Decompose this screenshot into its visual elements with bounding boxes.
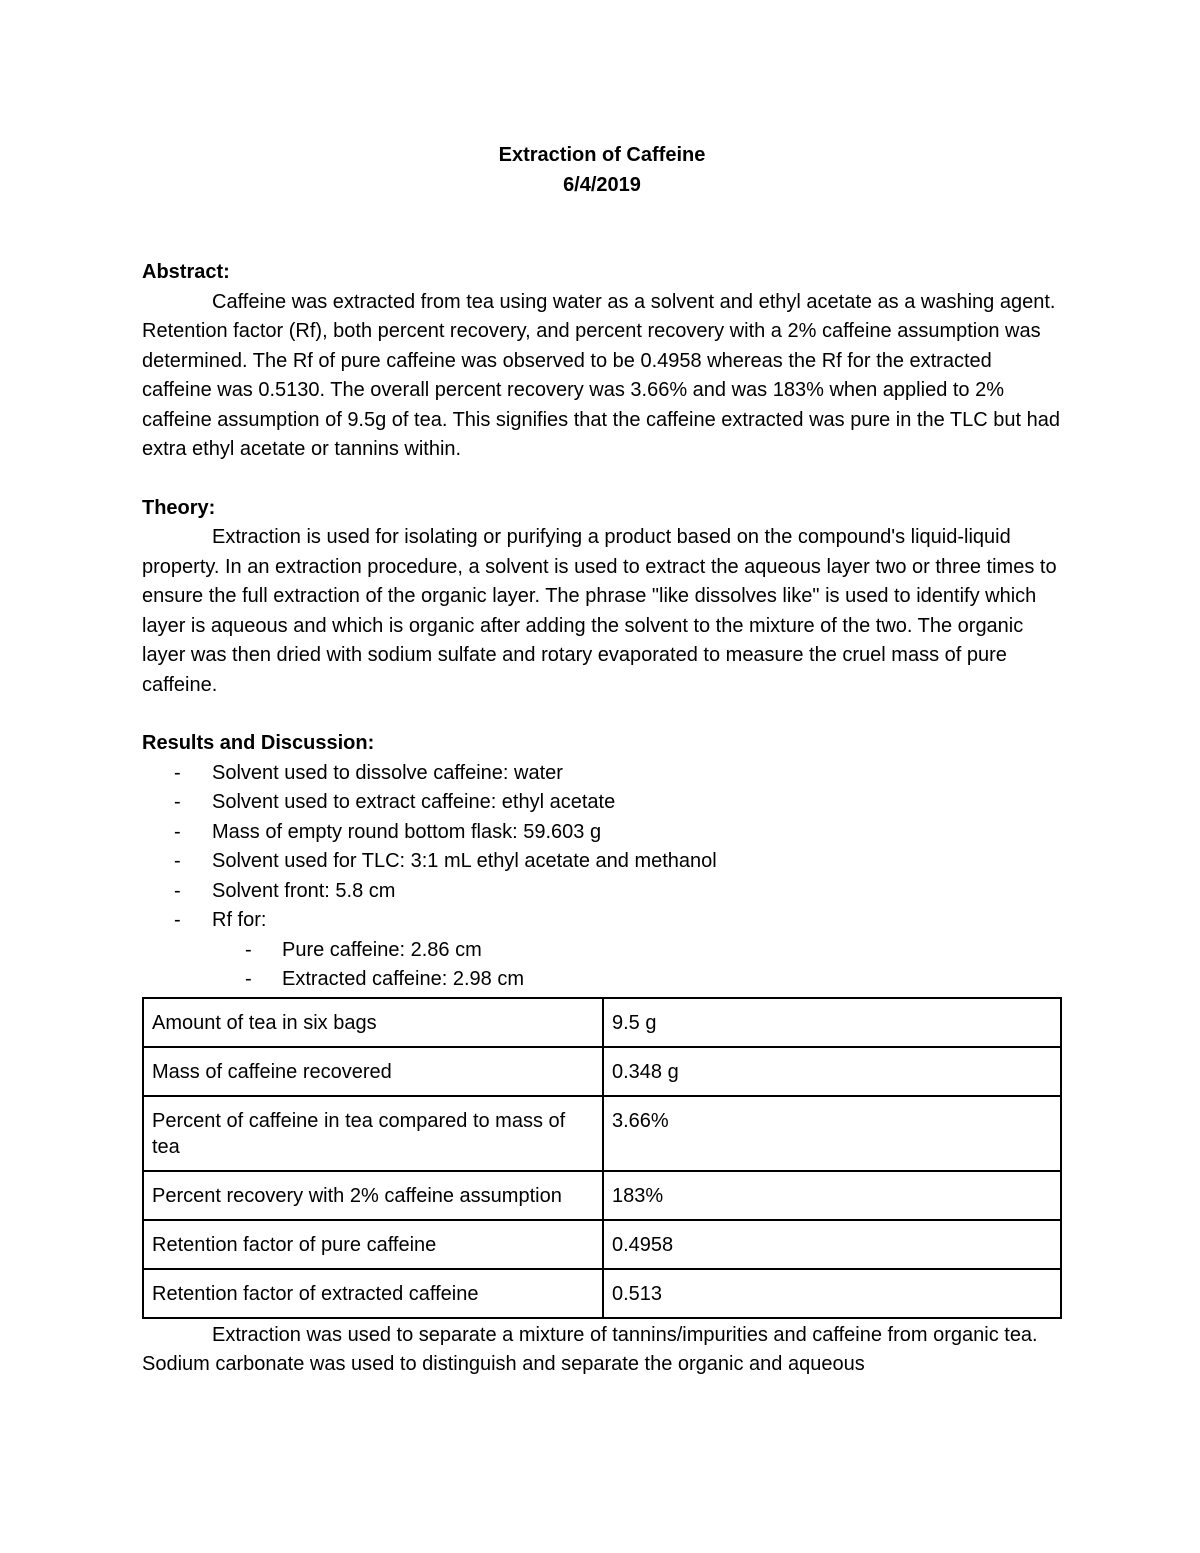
results-list — [142, 759, 1062, 936]
dash-bullet: - — [174, 761, 181, 784]
list-item-text: Rf for: — [212, 909, 267, 931]
list-item-text: Extracted caffeine: 2.98 cm — [282, 968, 524, 990]
table-cell-label: Percent recovery with 2% caffeine assumption — [143, 1171, 603, 1220]
list-item-text: Solvent used to dissolve caffeine: water — [212, 761, 563, 784]
list-item — [142, 936, 1062, 966]
theory-heading: Theory: — [142, 496, 216, 519]
dash-bullet: - — [174, 850, 181, 872]
table-cell-label: Retention factor of pure caffeine — [143, 1220, 603, 1269]
table-row — [143, 1096, 1061, 1171]
table-row — [143, 998, 1061, 1047]
spacer — [142, 700, 1062, 729]
document-date: 6/4/2019 — [563, 174, 641, 196]
theory-paragraph: Extraction is used for isolating or purifying a product based on the compound's liquid-liquid property. In an extraction procedure, a solvent is used to extract the aqueous layer two or three times to ensure the full extraction of the organic layer. The phrase "like dissolves like" is used to identify which layer is aqueous and which is organic after adding the solvent to the mixture of the two. The organic layer was then dried with sodium sulfate and rotary evaporated to measure the cruel mass of pure caffeine. — [142, 526, 1057, 696]
results-heading: Results and Discussion: — [142, 732, 375, 754]
table-row — [143, 1269, 1061, 1318]
abstract-heading: Abstract: — [142, 261, 230, 283]
table-cell-value: 3.66% — [603, 1096, 1061, 1171]
list-item — [142, 847, 1062, 877]
document-page — [142, 140, 1062, 1380]
list-item-text: Solvent used for TLC: 3:1 mL ethyl acetate and methanol — [212, 850, 717, 872]
list-item — [142, 877, 1062, 907]
table-cell-value: 0.4958 — [603, 1220, 1061, 1269]
abstract-paragraph: Caffeine was extracted from tea using water as a solvent and ethyl acetate as a washing agent. Retention factor (Rf), both percent recovery, and percent recovery with a 2% caffeine assumption was determined. The Rf of pure caffeine was observed to be 0.4958 whereas the Rf for the extracted caffeine was 0.5130. The overall percent recovery was 3.66% and was 183% when applied to 2% caffeine assumption of 9.5g of tea. This signifies that the caffeine extracted was pure in the TLC but had extra ethyl acetate or tannins within. — [142, 290, 1060, 460]
list-item-text: Solvent front: 5.8 cm — [212, 879, 396, 902]
dash-bullet: - — [174, 791, 181, 813]
list-item-text: Mass of empty round bottom flask: 59.603 g — [212, 820, 602, 843]
list-item — [142, 965, 1062, 995]
table-row — [143, 1220, 1061, 1269]
spacer — [142, 465, 1062, 494]
table-cell-label: Amount of tea in six bags — [143, 998, 603, 1047]
document-title: Extraction of Caffeine — [498, 144, 706, 166]
dash-bullet: - — [245, 968, 252, 990]
list-item — [142, 788, 1062, 818]
list-item — [142, 906, 1062, 936]
table-cell-value: 0.513 — [603, 1269, 1061, 1318]
closing-paragraph: Extraction was used to separate a mixture of tannins/impurities and caffeine from organic tea. Sodium carbonate was used to distinguish and separate the organic and aqueous — [142, 1323, 1038, 1375]
table-cell-label: Mass of caffeine recovered — [143, 1047, 603, 1096]
dash-bullet: - — [245, 938, 252, 961]
list-item-text: Solvent used to extract caffeine: ethyl acetate — [212, 791, 616, 813]
table-cell-value: 0.348 g — [603, 1047, 1061, 1096]
table-row — [143, 1047, 1061, 1096]
dash-bullet: - — [174, 879, 181, 902]
table-cell-value: 183% — [603, 1171, 1061, 1220]
table-cell-label: Percent of caffeine in tea compared to mass of tea — [143, 1096, 603, 1171]
dash-bullet: - — [174, 820, 181, 843]
table-row — [143, 1171, 1061, 1220]
table-cell-label: Retention factor of extracted caffeine — [143, 1269, 603, 1318]
list-item — [142, 818, 1062, 848]
table-cell-value: 9.5 g — [603, 998, 1061, 1047]
spacer — [142, 200, 1062, 258]
results-table — [142, 997, 1062, 1319]
list-item — [142, 759, 1062, 789]
rf-sublist — [142, 936, 1062, 995]
dash-bullet: - — [174, 909, 181, 931]
list-item-text: Pure caffeine: 2.86 cm — [282, 938, 482, 961]
